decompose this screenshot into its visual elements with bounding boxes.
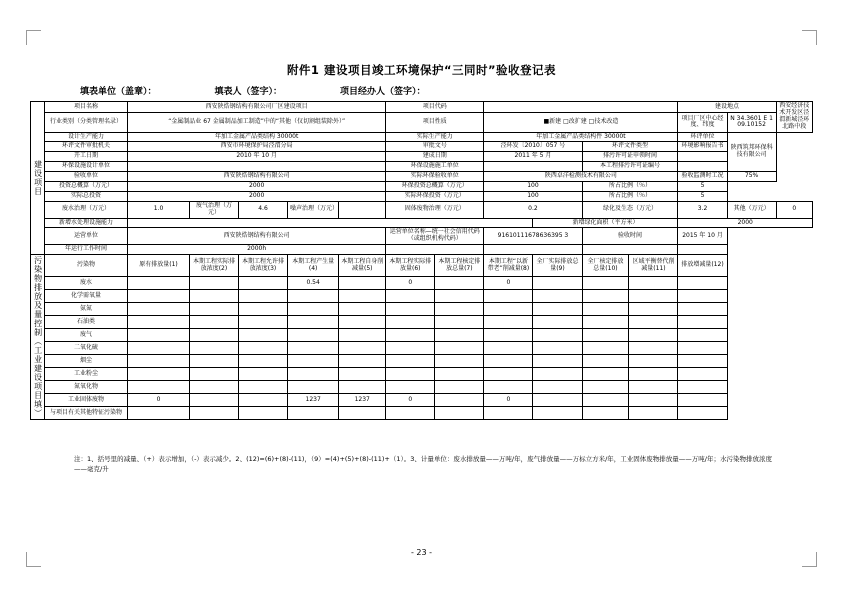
value-build-complete: 2011 年 5 月: [484, 152, 582, 162]
cell: [288, 329, 339, 342]
row-spacer: [727, 381, 776, 394]
cell: [288, 303, 339, 316]
pollution-header-spacer: [727, 255, 776, 277]
cell: [582, 342, 629, 355]
cell: [128, 355, 190, 368]
value-permit-date: [678, 152, 727, 162]
table-row: [31, 316, 813, 329]
pollution-header-7: 本期工程核定排放总量(7): [435, 255, 484, 277]
cell: [288, 355, 339, 368]
cell: [435, 277, 484, 290]
value-waste-gas: 4.6: [238, 201, 287, 218]
label-actual-capacity: 实际生产能力: [386, 132, 484, 142]
cell: [189, 290, 238, 303]
value-other: 0: [776, 201, 812, 218]
cell: [339, 290, 386, 303]
label-project-name: 项目名称: [44, 102, 127, 113]
cell: [339, 303, 386, 316]
label-year-work: 年运行工作时间: [44, 245, 127, 255]
label-invest-actual: 实际总投资: [44, 191, 127, 201]
label-new-green: 新增绿化面积（平方米）: [533, 218, 678, 228]
cell: [128, 381, 190, 394]
cell: [678, 368, 727, 381]
table-row: [31, 407, 813, 420]
table-row: [31, 368, 813, 381]
cell: [435, 355, 484, 368]
cell: [128, 407, 190, 420]
cell: [678, 277, 727, 290]
cell: [339, 342, 386, 355]
value-env-invest-total: 100: [484, 182, 582, 192]
cell: [484, 355, 533, 368]
cell: [128, 277, 190, 290]
cell: [288, 407, 339, 420]
label-approval-doc: 环评文件审批机关: [44, 142, 127, 152]
cell: [582, 394, 629, 407]
cell: [629, 407, 678, 420]
cell: [238, 355, 287, 368]
crop-mark-top-right: [802, 30, 817, 45]
cell: [238, 368, 287, 381]
value-new-capacity: [128, 218, 533, 228]
cell: [238, 329, 287, 342]
cell: 0: [484, 394, 533, 407]
cell: [386, 316, 435, 329]
value-env-assess-unit: 陕西筑邦环保科技有限公司: [727, 132, 776, 172]
value-area-center: N 34.3601 E 109.10152: [727, 113, 776, 132]
cell: [582, 316, 629, 329]
cell: [435, 303, 484, 316]
cell: [629, 342, 678, 355]
label-invest-total: 投资总概算（万元）: [44, 182, 127, 192]
label-approval-type: 环评文件类型: [582, 142, 678, 152]
cell: [629, 381, 678, 394]
cell: [288, 290, 339, 303]
cell: [435, 329, 484, 342]
cell: [386, 303, 435, 316]
cell: [533, 368, 582, 381]
cell: [238, 316, 287, 329]
cell: 1237: [288, 394, 339, 407]
signature-row: [30, 84, 813, 97]
table-row: [31, 342, 813, 355]
table-row: [31, 381, 813, 394]
cell: [386, 342, 435, 355]
table-row: [31, 290, 813, 303]
pollutant-name: 工业固体废物: [44, 394, 127, 407]
label-noise: 噪声治理（万元）: [288, 201, 339, 218]
value-build-place: 西安经济技术开发区泾渭新城泾环北路中段: [776, 102, 812, 133]
label-industry: 行业类别（分类管理名录）: [44, 113, 127, 132]
label-new-capacity: 新增水处理设施能力: [44, 218, 127, 228]
row-spacer: [727, 277, 776, 290]
sign-person-label: 填表人（签字）：: [214, 87, 283, 97]
pollution-header-11: 区域平衡替代削减量(11): [629, 255, 678, 277]
cell: [582, 407, 629, 420]
table-row: [31, 394, 813, 407]
cell: 0: [386, 394, 435, 407]
cell: [189, 303, 238, 316]
cell: [629, 290, 678, 303]
cell: [484, 342, 533, 355]
pollution-header-4: 本期工程产生量(4): [288, 255, 339, 277]
value-invest-total: 2000: [128, 182, 386, 192]
label-blank-a: [386, 245, 484, 255]
table-row: [31, 355, 813, 368]
cell: [189, 316, 238, 329]
cell: [435, 290, 484, 303]
value-solid-waste: 0.2: [484, 201, 582, 218]
cell: [189, 407, 238, 420]
pollutant-name: 工业粉尘: [44, 368, 127, 381]
value-waste-water: 1.0: [128, 201, 190, 218]
value-start-date: 2010 年 10 月: [128, 152, 386, 162]
value-operate-social-code: 91610111678636395 3: [484, 228, 582, 245]
cell: [533, 329, 582, 342]
pollutant-name: 废气: [44, 329, 127, 342]
table-row: [31, 303, 813, 316]
cell: [128, 316, 190, 329]
pollution-header-12: 排放增减量(12): [678, 255, 727, 277]
cell: [484, 407, 533, 420]
label-env-design-unit: 环保设施设计单位: [44, 162, 127, 172]
pollutant-name: 化学需氧量: [44, 290, 127, 303]
cell: [189, 381, 238, 394]
cell: [533, 394, 582, 407]
label-build-complete: 建成日期: [386, 152, 484, 162]
row-spacer: [727, 407, 776, 420]
cell: [128, 368, 190, 381]
value-monitor-unit: 陕西卓洋检测技术有限公司: [484, 172, 678, 182]
value-project-code: [484, 102, 678, 113]
cell: [189, 329, 238, 342]
value-env-invest-actual: 100: [484, 191, 582, 201]
cell: [484, 329, 533, 342]
cell: [582, 368, 629, 381]
cell: [435, 316, 484, 329]
value-project-nature: ■新建 □改扩建 □技术改造: [484, 113, 678, 132]
value-noise: [339, 201, 386, 218]
cell: [582, 381, 629, 394]
value-invest-actual: 2000: [128, 191, 386, 201]
cell: 0: [128, 394, 190, 407]
label-project-nature: 项目性质: [386, 113, 484, 132]
label-env-invest-total: 环保投资总概算（万元）: [386, 182, 484, 192]
side-label-construct: 建设项目: [31, 102, 45, 255]
cell: [238, 277, 287, 290]
label-area-center: 项目厂区中心经度、纬度: [678, 113, 727, 132]
cell: [189, 394, 238, 407]
table-row: [31, 277, 813, 290]
cell: [678, 407, 727, 420]
value-env-invest-actual-pct: 5: [678, 191, 727, 201]
page-title: 附件1 建设项目竣工环境保护“三同时”验收登记表: [286, 63, 557, 77]
pollutant-name: 二氧化硫: [44, 342, 127, 355]
label-permit-date: 排污许可证申领时间: [582, 152, 678, 162]
pollutant-name: 废水: [44, 277, 127, 290]
cell: 1237: [339, 394, 386, 407]
label-accept-condition: 验收监测时工况: [678, 172, 727, 182]
cell: [533, 381, 582, 394]
cell: [533, 355, 582, 368]
cell: [484, 368, 533, 381]
registration-table: [30, 101, 813, 420]
table-footnote: 注：1、括号里的减量、（+）表示增加，（-）表示减少。2、(12)=(6)+(8)-(11)，（9）=(4)+(5)+(8)-(11)+（1）。3、计量单位：废水排放量——万吨/年，废气排放量——万标立方米/年，工业固体废物排放量——万吨/年；水污染物排放浓度——毫克/升: [74, 455, 772, 474]
row-spacer: [727, 368, 776, 381]
cell: [678, 290, 727, 303]
label-env-build-unit: 环保设施施工单位: [386, 162, 484, 172]
cell: [582, 290, 629, 303]
label-approval-doc-no: 审批文号: [386, 142, 484, 152]
cell: [678, 342, 727, 355]
cell: [533, 342, 582, 355]
value-project-name: 西安陕焅钢结构有限公司厂区建设项目: [128, 102, 386, 113]
cell: [339, 368, 386, 381]
cell: [128, 303, 190, 316]
value-green: 3.2: [678, 201, 727, 218]
cell: [386, 290, 435, 303]
value-design-capacity: 年加工金属产品类结构 30000t: [128, 132, 386, 142]
value-new-green: 2000: [678, 218, 813, 228]
sign-unit-label: 填表单位（盖章）：: [80, 87, 157, 97]
cell: [533, 290, 582, 303]
pollution-header-6: 本期工程实际排放量(6): [386, 255, 435, 277]
cell: [629, 316, 678, 329]
cell: [128, 290, 190, 303]
cell: [339, 355, 386, 368]
cell: [386, 355, 435, 368]
row-spacer: [727, 316, 776, 329]
cell: 0: [386, 277, 435, 290]
pollution-header-1: 原有排放量(1): [128, 255, 190, 277]
cell: [238, 407, 287, 420]
cell: [484, 290, 533, 303]
label-blank-b: [582, 245, 678, 255]
cell: [435, 394, 484, 407]
label-waste-water: 废水治理（万元）: [44, 201, 127, 218]
value-approval-type: 环境影响报告书: [678, 142, 727, 152]
value-env-invest-pct: 5: [678, 182, 727, 192]
value-industry: “金属制品业 67 金属制品加工制造”中的“其他（仅切割组装除外）”: [128, 113, 386, 132]
cell: [582, 329, 629, 342]
value-accept-condition: 75%: [727, 172, 776, 182]
value-blank-b: [678, 245, 727, 255]
cell: [533, 303, 582, 316]
cell: [678, 394, 727, 407]
value-blank-a: [484, 245, 582, 255]
label-operate-unit: 运营单位: [44, 228, 127, 245]
cell: [339, 407, 386, 420]
cell: [435, 342, 484, 355]
value-operate-unit: 西安陕焅钢结构有限公司: [128, 228, 386, 245]
cell: [484, 316, 533, 329]
row-spacer: [727, 290, 776, 303]
label-accept-date: 验收时间: [582, 228, 678, 245]
cell: [629, 303, 678, 316]
label-accept-unit: 验收单位: [44, 172, 127, 182]
label-env-invest-pct: 所占比例（％）: [582, 182, 678, 192]
sign-manager-label: 项目经办人（签字）：: [340, 87, 426, 97]
cell: [238, 381, 287, 394]
cell: [678, 303, 727, 316]
cell: [533, 407, 582, 420]
cell: [582, 277, 629, 290]
cell: [339, 316, 386, 329]
value-env-build-unit: [484, 162, 582, 172]
cell: [238, 342, 287, 355]
cell: [288, 316, 339, 329]
cell: [629, 355, 678, 368]
cell: [484, 303, 533, 316]
label-other: 其他（万元）: [727, 201, 776, 218]
label-env-invest-actual: 实际环保投资（万元）: [386, 191, 484, 201]
row-spacer: [727, 303, 776, 316]
pollution-header-2: 本期工程实际排放浓度(2): [189, 255, 238, 277]
cell: [189, 368, 238, 381]
cell: [629, 368, 678, 381]
cell: [386, 407, 435, 420]
pollutant-name: 烟尘: [44, 355, 127, 368]
crop-mark-top-left: [26, 30, 41, 45]
pollutant-name: 与项目有关其他特征污染物: [44, 407, 127, 420]
cell: [582, 355, 629, 368]
value-accept-date: 2015 年 10 月: [678, 228, 727, 245]
label-design-capacity: 设计生产能力: [44, 132, 127, 142]
cell: [339, 381, 386, 394]
cell: [238, 394, 287, 407]
row-spacer: [727, 394, 776, 407]
cell: [435, 368, 484, 381]
cell: 0.54: [288, 277, 339, 290]
value-permit-no: [678, 162, 727, 172]
label-permit-no: 本工程排污许可证编号: [582, 162, 678, 172]
cell: [484, 381, 533, 394]
table-row: [31, 329, 813, 342]
cell: [678, 316, 727, 329]
cell: [533, 277, 582, 290]
cell: [629, 394, 678, 407]
pollution-header-9: 全厂实际排放总量(9): [533, 255, 582, 277]
row-spacer: [727, 355, 776, 368]
label-start-date: 开工日期: [44, 152, 127, 162]
cell: [128, 329, 190, 342]
pollution-header-8: 本期工程“以新带老”削减量(8): [484, 255, 533, 277]
label-green: 绿化及生态（万元）: [582, 201, 678, 218]
cell: [189, 277, 238, 290]
cell: [339, 329, 386, 342]
pollutant-name: 氨氮: [44, 303, 127, 316]
pollution-header-5: 本期工程自身削减量(5): [339, 255, 386, 277]
label-project-code: 项目代码: [386, 102, 484, 113]
cell: [629, 277, 678, 290]
cell: [435, 381, 484, 394]
cell: [189, 355, 238, 368]
label-waste-gas: 废气治理（万元）: [189, 201, 238, 218]
pollutant-name: 氮氧化物: [44, 381, 127, 394]
label-operate-social-code: 运营单位名称—统一社会信用代码（或组织机构代码）: [386, 228, 484, 245]
cell: [386, 381, 435, 394]
cell: [582, 303, 629, 316]
value-actual-capacity: 年加工金属产品类结构件 30000t: [484, 132, 678, 142]
pollutant-name: 石油类: [44, 316, 127, 329]
cell: [288, 368, 339, 381]
cell: [339, 277, 386, 290]
cell: [678, 329, 727, 342]
cell: [386, 368, 435, 381]
label-solid-waste: 固体废物治理（万元）: [386, 201, 484, 218]
cell: [435, 407, 484, 420]
value-approval-doc: 西安市环境保护局泾渭分局: [128, 142, 386, 152]
cell: [533, 316, 582, 329]
side-label-pollution: 污染物排放及量控制（工业建设项目填）: [31, 255, 45, 420]
cell: [238, 303, 287, 316]
label-env-assess-unit: 环评单位: [678, 132, 727, 142]
cell: [238, 290, 287, 303]
cell: [288, 342, 339, 355]
pollution-header-0: 污染物: [44, 255, 127, 277]
cell: [288, 381, 339, 394]
value-year-work: 2000h: [128, 245, 386, 255]
pollution-header-3: 本期工程允许排放浓度(3): [238, 255, 287, 277]
row-spacer: [727, 342, 776, 355]
value-env-design-unit: [128, 162, 386, 172]
pollution-header-10: 全厂核定排放总量(10): [582, 255, 629, 277]
cell: [128, 342, 190, 355]
label-build-place: 建设地点: [678, 102, 776, 113]
cell: [189, 342, 238, 355]
cell: [678, 355, 727, 368]
cell: [629, 329, 678, 342]
row-spacer: [727, 329, 776, 342]
cell: 0: [484, 277, 533, 290]
label-monitor-unit: 实际环保验收单位: [386, 172, 484, 182]
cell: [386, 329, 435, 342]
page-number: - 23 -: [410, 548, 433, 557]
label-env-invest-actual-pct: 所占比例（％）: [582, 191, 678, 201]
value-accept-unit: 西安陕焅钢结构有限公司: [128, 172, 386, 182]
value-approval-doc-no: 泾环发〔2010〕057 号: [484, 142, 582, 152]
cell: [678, 381, 727, 394]
